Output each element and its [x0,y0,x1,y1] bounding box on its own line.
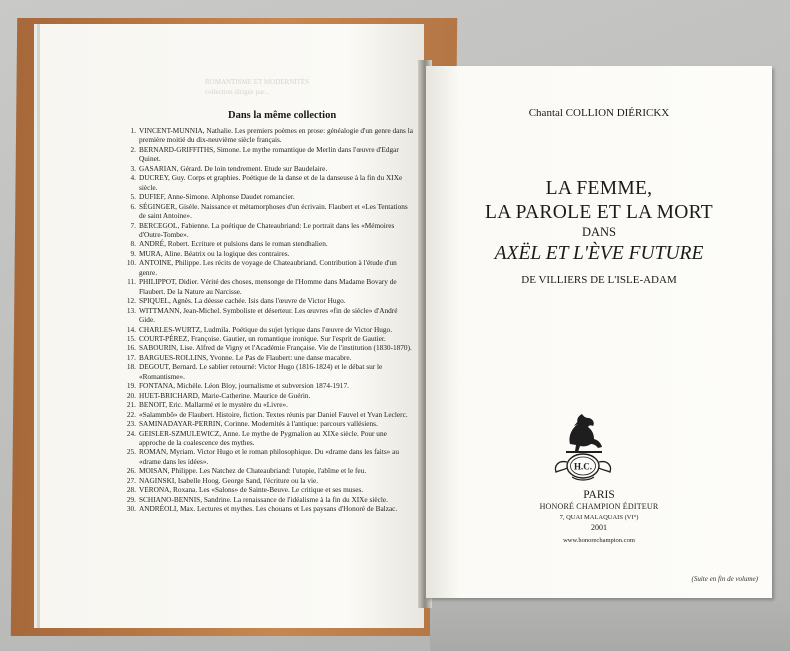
entry-number: 26. [126,466,136,476]
horse-emblem-icon [548,410,618,482]
entry-text: DUFIEF, Anne-Simone. Alphonse Daudet romancier. [139,192,295,202]
entry-text: MURA, Aline. Béatrix ou la logique des contraires. [139,248,290,258]
publisher-name: HONORÉ CHAMPION ÉDITEUR [539,502,659,511]
entry-text: MOISAN, Philippe. Les Natchez de Chateaubriand: l'utopie, l'abîme et le feu. [139,466,367,476]
entry-text: BENOIT, Eric. Mallarmé et le mystère du «Livre». [139,400,288,410]
list-item [118,485,414,494]
entry-number: 16. [126,343,136,353]
list-item [118,353,414,362]
list-item [118,466,414,475]
title-line-3: AXËL ET L'ÈVE FUTURE [494,243,704,264]
list-item [118,221,414,240]
logo-monogram: H.C. [574,461,592,472]
entry-number: 15. [126,333,136,343]
entry-text: NAGINSKI, Isabelle Hoog. George Sand, l'écriture ou la vie. [139,475,319,485]
entry-number: 10. [126,258,136,268]
list-item [118,239,414,248]
entry-number: 17. [126,352,136,362]
continued-note: (Suite en fin de volume) [691,575,758,583]
entry-number: 11. [127,277,136,287]
table-surface [430,592,790,651]
entry-number: 20. [126,390,136,400]
title-connector: DANS [581,225,617,239]
entry-text: ROMAN, Myriam. Victor Hugo et le roman philosophique. Du «drame dans les faits» au «drame dans les idées». [139,447,400,466]
entry-text: VERONA, Roxana. Les «Salons» de Sainte-Beuve. Le critique et ses muses. [139,485,364,495]
entry-number: 7. [130,220,136,230]
collection-list [118,126,414,514]
list-item [118,202,414,221]
entry-number: 19. [126,381,136,391]
entry-number: 25. [126,447,136,457]
entry-text: «Salammbô» de Flaubert. Histoire, fiction. Textes réunis par Daniel Fauvel et Yvan Leclerc. [139,409,408,419]
entry-text: BARGUES-ROLLINS, Yvonne. Le Pas de Flaubert: une danse macabre. [139,352,352,362]
list-item [118,343,414,352]
list-item [118,164,414,173]
entry-text: PHILIPPOT, Didier. Vérité des choses, mensonge de l'Homme dans Madame Bovary de Flaubert. De la Nature au Narcisse. [139,277,397,296]
list-item [118,306,414,325]
entry-text: ANTOINE, Philippe. Les récits de voyage de Chateaubriand. Contribution à l'étude d'un genre. [139,258,397,277]
list-item [118,249,414,258]
list-item [118,362,414,381]
title-line-2: LA PAROLE ET LA MORT [484,202,714,223]
list-item [118,495,414,504]
entry-number: 4. [130,173,136,183]
show-through-text: ROMANTISME ET MODERNITÉS [205,78,310,86]
entry-text: HUET-BRICHARD, Marie-Catherine. Maurice de Guérin. [139,390,311,400]
entry-number: 27. [126,475,136,485]
entry-number: 12. [126,296,136,306]
entry-text: GEISLER-SZMULEWICZ, Anne. Le mythe de Pygmalion au XIXe siècle. Pour une approche de la coalescence des mythes. [139,428,387,447]
collection-heading: Dans la même collection [228,110,337,121]
entry-text: DEGOUT, Bernard. Le sablier retourné: Victor Hugo (1816-1824) et le débat sur le «Romantisme». [139,362,383,381]
entry-number: 14. [126,324,136,334]
entry-number: 8. [130,239,136,249]
entry-number: 13. [126,305,136,315]
entry-text: ANDRÉ, Robert. Ecriture et pulsions dans le roman stendhalien. [139,239,328,249]
entry-text: FONTANA, Michèle. Léon Bloy, journalisme et subversion 1874-1917. [139,381,349,391]
entry-number: 28. [126,485,136,495]
entry-number: 3. [130,163,136,173]
list-item [118,334,414,343]
entry-number: 29. [126,494,136,504]
publisher-website: www.honorechampion.com [563,537,635,544]
entry-number: 9. [130,248,136,258]
entry-text: ANDRÉOLI, Max. Lectures et mythes. Les chouans et Les paysans d'Honoré de Balzac. [139,504,398,514]
entry-text: SCHIANO-BENNIS, Sandrine. La renaissance de l'idéalisme à la fin du XIXe siècle. [139,494,388,504]
list-item [118,400,414,409]
entry-number: 2. [130,144,136,154]
entry-text: SPIQUEL, Agnès. La déesse cachée. Isis dans l'œuvre de Victor Hugo. [139,296,346,306]
entry-text: BERNARD-GRIFFITHS, Simone. Le mythe romantique de Merlin dans l'œuvre d'Edgar Quinet. [139,144,399,164]
entry-number: 24. [126,428,136,438]
publisher-city: PARIS [583,489,615,501]
list-item [118,410,414,419]
publication-year: 2001 [591,523,607,532]
entry-text: SÉGINGER, Gisèle. Naissance et métamorphoses d'un écrivain. Flaubert et «Les Tentations de saint Antoine». [139,201,408,221]
list-item [118,325,414,334]
list-item [118,504,414,513]
entry-text: VINCENT-MUNNIA, Nathalie. Les premiers poèmes en prose: généalogie d'un genre dans la première moitié du dix-neuvième siècle français. [139,126,413,145]
show-through-text: collection dirigée par... [205,88,270,96]
entry-text: SAMINADAYAR-PERRIN, Corinne. Modernités à l'antique: parcours vallésiens. [139,419,378,429]
entry-text: SABOURIN, Lise. Alfred de Vigny et l'Académie Française. Vie de l'institution (1830-1870). [139,343,412,353]
entry-number: 21. [126,400,136,410]
entry-text: BERCEGOL, Fabienne. La poétique de Chateaubriand: Le portrait dans les «Mémoires d'Outre-Tombe». [139,220,395,239]
entry-text: GASARIAN, Gérard. De loin tendrement. Etude sur Baudelaire. [139,163,328,173]
list-item [118,258,414,277]
list-item [118,381,414,390]
list-item [118,391,414,400]
list-item [118,429,414,448]
list-item [118,476,414,485]
entry-text: WITTMANN, Jean-Michel. Symboliste et déserteur. Les œuvres «fin de siècle» d'André Gide. [139,305,398,325]
list-item [118,192,414,201]
title-line-1: LA FEMME, [545,178,653,199]
list-item [118,419,414,428]
book-subtitle: DE VILLIERS DE L'ISLE-ADAM [521,274,677,286]
entry-text: COURT-PÉREZ, Françoise. Gautier, un romantique ironique. Sur l'esprit de Gautier. [139,333,386,343]
entry-number: 1. [130,126,136,135]
list-item [118,277,414,296]
author-name: Chantal COLLION DIÉRICKX [528,107,670,119]
entry-number: 18. [126,362,136,372]
publisher-address: 7, QUAI MALAQUAIS (VI°) [559,514,639,521]
entry-text: CHARLES-WURTZ, Ludmila. Poétique du sujet lyrique dans l'œuvre de Victor Hugo. [139,324,393,334]
entry-number: 23. [126,419,136,429]
list-item [118,173,414,192]
list-item [118,145,414,164]
entry-number: 6. [130,201,136,211]
entry-text: DUCREY, Guy. Corps et graphies. Poétique de la danse et de la danseuse à la fin du XIXe siècle. [139,173,403,192]
list-item [118,296,414,305]
entry-number: 22. [126,409,136,419]
entry-number: 5. [130,192,136,202]
entry-number: 30. [126,504,136,514]
list-item [118,447,414,466]
list-item [118,126,414,145]
